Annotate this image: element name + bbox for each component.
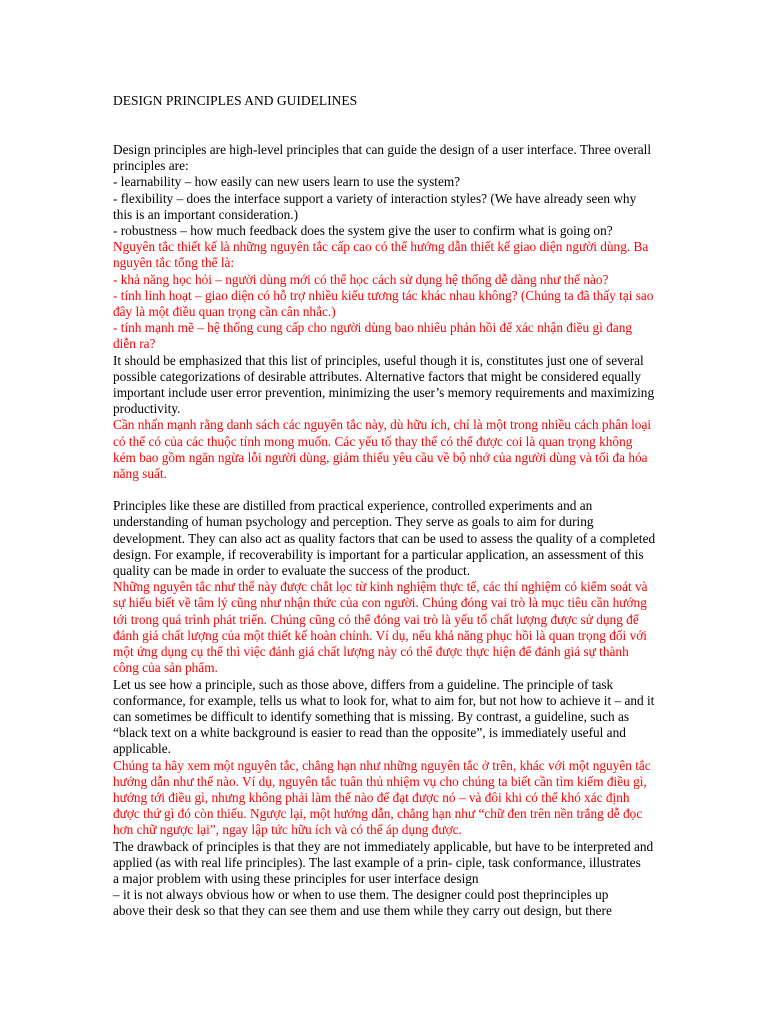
text-line: đây là một điều quan trọng cần cân nhắc.) bbox=[113, 304, 336, 320]
text-line: Cần nhấn mạnh rằng danh sách các nguyên tắc này, dù hữu ích, chỉ là một trong nhiều cách phân loại bbox=[113, 417, 652, 433]
text-line: - tính linh hoạt – giao diện có hỗ trợ nhiều kiểu tương tác khác nhau không? (Chúng ta đã thấy tại sao bbox=[113, 287, 654, 303]
text-line: được thứ gì đó còn thiếu. Ngược lại, một hướng dẫn, chẳng hạn như “chữ đen trên nền trắng dễ đọc bbox=[113, 806, 643, 822]
text-line: - flexibility – does the interface support a variety of interaction styles? (We have already seen why bbox=[113, 190, 637, 206]
text-line: can sometimes be difficult to identify something that is missing. By contrast, a guideline, such as bbox=[113, 708, 630, 724]
text-line: design. For example, if recoverability is important for a particular application, an assessment of this bbox=[113, 546, 644, 562]
text-line: development. They can also act as quality factors that can be used to assess the quality of a completed bbox=[113, 530, 656, 546]
text-line: Nguyên tắc thiết kế là những nguyên tắc cấp cao có thể hướng dẫn thiết kế giao diện người dùng. Ba bbox=[113, 239, 649, 255]
text-line: Design principles are high-level principles that can guide the design of a user interface. Three overall bbox=[113, 142, 652, 157]
text-line: possible categorizations of desirable attributes. Alternative factors that might be considered equally bbox=[113, 368, 642, 384]
text-line: công của sản phẩm. bbox=[113, 660, 218, 676]
vietnamese-paragraph bbox=[113, 417, 698, 482]
vietnamese-paragraph bbox=[113, 758, 698, 839]
text-line: một ứng dụng cụ thể thì việc đánh giá chất lượng này có thể được thực hiện để đánh giá sự thành bbox=[113, 644, 629, 660]
text-line: năng suất. bbox=[113, 466, 167, 482]
text-line: - khả năng học hỏi – người dùng mới có thể học cách sử dụng hệ thống dễ dàng như thế nào? bbox=[113, 271, 609, 287]
text-line: principles are: bbox=[113, 158, 189, 174]
vietnamese-paragraph bbox=[113, 239, 698, 352]
english-paragraph bbox=[113, 142, 698, 239]
text-line: diễn ra? bbox=[113, 336, 156, 352]
text-line: có thể có của các thuộc tính mong muốn. Các yếu tố thay thế có thể được coi là quan trọng không bbox=[113, 433, 633, 449]
text-line: Principles like these are distilled from practical experience, controlled experiments and an bbox=[113, 498, 593, 514]
text-line: kém bao gồm ngăn ngừa lỗi người dùng, giảm thiểu yêu cầu về bộ nhớ của người dùng và tối đa hóa bbox=[113, 449, 648, 465]
text-line: quality can be made in order to evaluate the success of the product. bbox=[113, 563, 471, 579]
text-line: The drawback of principles is that they are not immediately applicable, but have to be interpreted and bbox=[113, 838, 654, 854]
text-line: Let us see how a principle, such as those above, differs from a guideline. The principle of task bbox=[113, 676, 614, 692]
document-body bbox=[113, 142, 698, 920]
english-paragraph bbox=[113, 353, 698, 418]
text-line: sự hiểu biết về tâm lý cũng như nhận thức của con người. Chúng đóng vai trò là mục tiêu cần hướng bbox=[113, 595, 647, 611]
text-line: - learnability – how easily can new users learn to use the system? bbox=[113, 174, 461, 190]
text-line: hướng dẫn như thế nào. Ví dụ, nguyên tắc tuân thủ nhiệm vụ cho chúng ta biết cần tìm kiếm điều gì, bbox=[113, 773, 647, 789]
text-line: nguyên tắc tổng thể là: bbox=[113, 255, 235, 271]
vietnamese-paragraph bbox=[113, 579, 698, 676]
english-paragraph bbox=[113, 677, 698, 758]
text-line: “black text on a white background is easier to read than the opposite”, is immediately useful and bbox=[113, 725, 626, 741]
text-line: applicable. bbox=[113, 741, 171, 757]
text-line: conformance, for example, tells us what to look for, what to aim for, but not how to achieve it – and it bbox=[113, 692, 655, 708]
text-line: - robustness – how much feedback does the system give the user to confirm what is going on? bbox=[113, 223, 613, 239]
text-line: Những nguyên tắc như thế này được chắt lọc từ kinh nghiệm thực tế, các thí nghiệm có kiểm soát và bbox=[113, 579, 648, 595]
text-line: - tính mạnh mẽ – hệ thống cung cấp cho người dùng bao nhiêu phản hồi để xác nhận điều gì đang bbox=[113, 320, 633, 336]
english-paragraph bbox=[113, 839, 698, 920]
text-line: productivity. bbox=[113, 401, 181, 417]
text-line: hướng tới điều gì, nhưng không phải làm thế nào để đạt được nó – và đôi khi có thể khó xác định bbox=[113, 789, 630, 805]
text-line: hơn chữ ngược lại”, ngay lập tức hữu ích và có thể áp dụng được. bbox=[113, 822, 462, 838]
text-line: this is an important consideration.) bbox=[113, 206, 299, 222]
text-line: above their desk so that they can see them and use them while they carry out design, but there bbox=[113, 903, 612, 919]
paragraph-gap bbox=[113, 482, 698, 498]
text-line: – it is not always obvious how or when to use them. The designer could post theprinciples up bbox=[113, 887, 609, 903]
text-line: Chúng ta hãy xem một nguyên tắc, chẳng hạn như những nguyên tắc ở trên, khác với một nguyên tắc bbox=[113, 757, 651, 773]
text-line: important include user error prevention, minimizing the user’s memory requirements and maximizing bbox=[113, 385, 655, 401]
text-line: understanding of human psychology and perception. They serve as goals to aim for during bbox=[113, 514, 594, 530]
text-line: đánh giá chất lượng của một thiết kế hoàn chỉnh. Ví dụ, nếu khả năng phục hồi là quan trọng đối với bbox=[113, 627, 647, 643]
text-line: a major problem with using these principles for user interface design bbox=[113, 870, 479, 886]
document-title: DESIGN PRINCIPLES AND GUIDELINES bbox=[113, 93, 358, 108]
text-line: It should be emphasized that this list of principles, useful though it is, constitutes just one of several bbox=[113, 352, 644, 368]
text-line: tới trong quá trình phát triển. Chúng cũng có thể đóng vai trò là yếu tố chất lượng được sử dụng để bbox=[113, 611, 639, 627]
text-line: applied (as with real life principles). The last example of a prin- ciple, task conformance, illustrates bbox=[113, 854, 641, 870]
english-paragraph bbox=[113, 498, 698, 579]
